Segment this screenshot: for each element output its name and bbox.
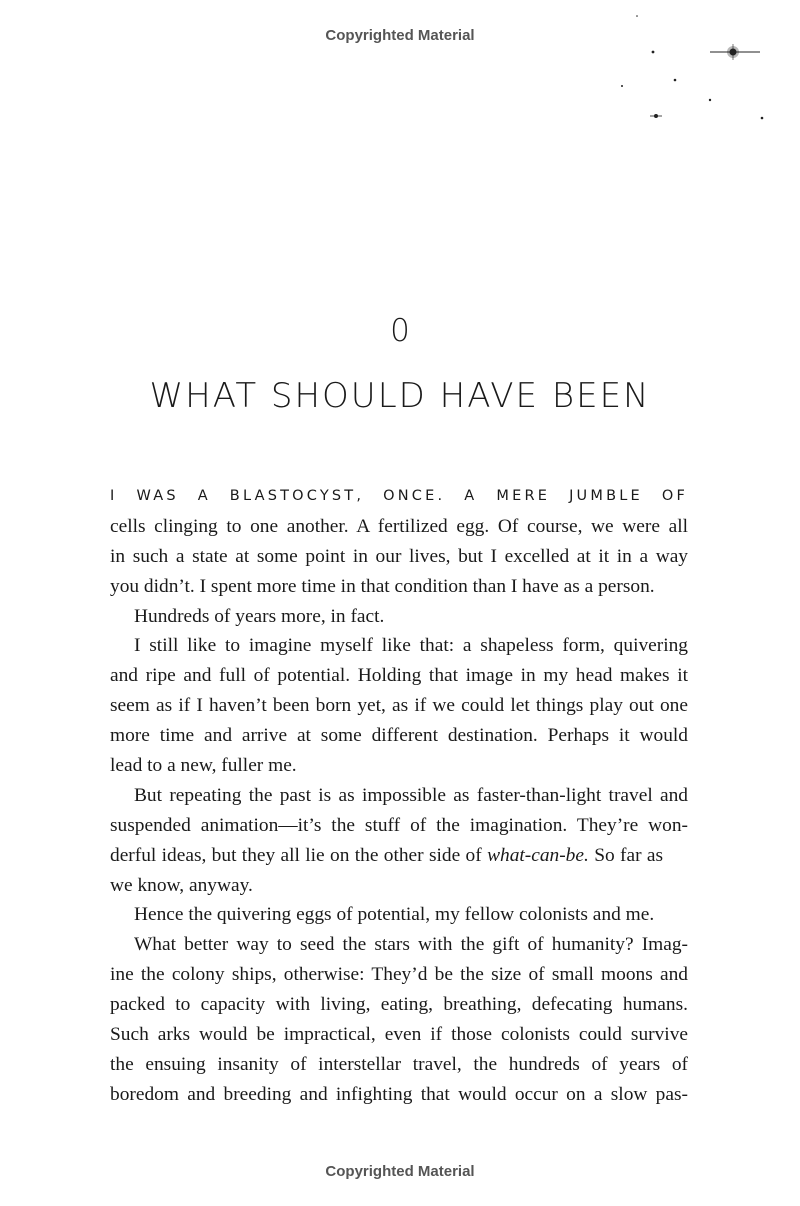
star-dot [621, 85, 623, 87]
text-line: boredom and breeding and infighting that would occur on a slow pas- [110, 1083, 688, 1105]
copyright-header: Copyrighted Material [325, 27, 475, 44]
text-line [110, 841, 688, 871]
text-line: we know, anyway. [110, 874, 253, 896]
starfield-decoration [600, 0, 800, 140]
text-line: cells clinging to one another. A fertilized egg. Of course, we were all [110, 515, 688, 537]
text-line: What better way to seed the stars with the gift of humanity? Imag- [134, 934, 688, 956]
text-line: more time and arrive at some different destination. Perhaps it would [110, 725, 688, 747]
text-line: But repeating the past is as impossible as faster-than-light travel and [134, 784, 688, 806]
body-text [110, 482, 688, 1110]
text-fragment: derful ideas, but they all lie on the other side of [110, 844, 482, 866]
text-line: in such a state at some point in our lives, but I excelled at it in a way [110, 545, 688, 567]
text-line: Hundreds of years more, in fact. [134, 605, 385, 627]
text-line: ine the colony ships, otherwise: They’d be the size of small moons and [110, 964, 688, 986]
star-dot [652, 51, 655, 54]
chapter-number: 0 [390, 313, 410, 349]
star-dot [636, 15, 638, 17]
text-fragment: So far as [588, 844, 664, 866]
star-dot [761, 117, 764, 120]
italic-phrase: what-can-be. [487, 844, 589, 866]
small-bright-star [650, 114, 662, 118]
text-line: seem as if I haven’t been born yet, as if we could let things play out one [110, 695, 688, 717]
text-line: and ripe and full of potential. Holding that image in my head makes it [110, 665, 688, 687]
text-line: the ensuing insanity of interstellar travel, the hundreds of years of [110, 1053, 688, 1075]
text-line: packed to capacity with living, eating, breathing, defecating humans. [110, 994, 688, 1016]
text-line: I still like to imagine myself like that: a shapeless form, quivering [134, 635, 688, 657]
text-line: lead to a new, fuller me. [110, 755, 297, 777]
chapter-title: WHAT SHOULD HAVE BEEN [149, 376, 651, 416]
star-dot [709, 99, 711, 101]
star-dot [674, 79, 677, 82]
copyright-footer: Copyrighted Material [325, 1163, 475, 1180]
text-line: Such arks would be impractical, even if those colonists could survive [110, 1024, 688, 1046]
text-line: you didn’t. I spent more time in that condition than I have as a person. [110, 575, 655, 597]
opening-line: I WAS A BLASTOCYST, ONCE. A MERE JUMBLE OF [110, 488, 688, 504]
bright-star [710, 44, 760, 60]
text-line: Hence the quivering eggs of potential, my fellow colonists and me. [134, 904, 655, 926]
text-line: suspended animation—it’s the stuff of the imagination. They’re won- [110, 814, 688, 836]
